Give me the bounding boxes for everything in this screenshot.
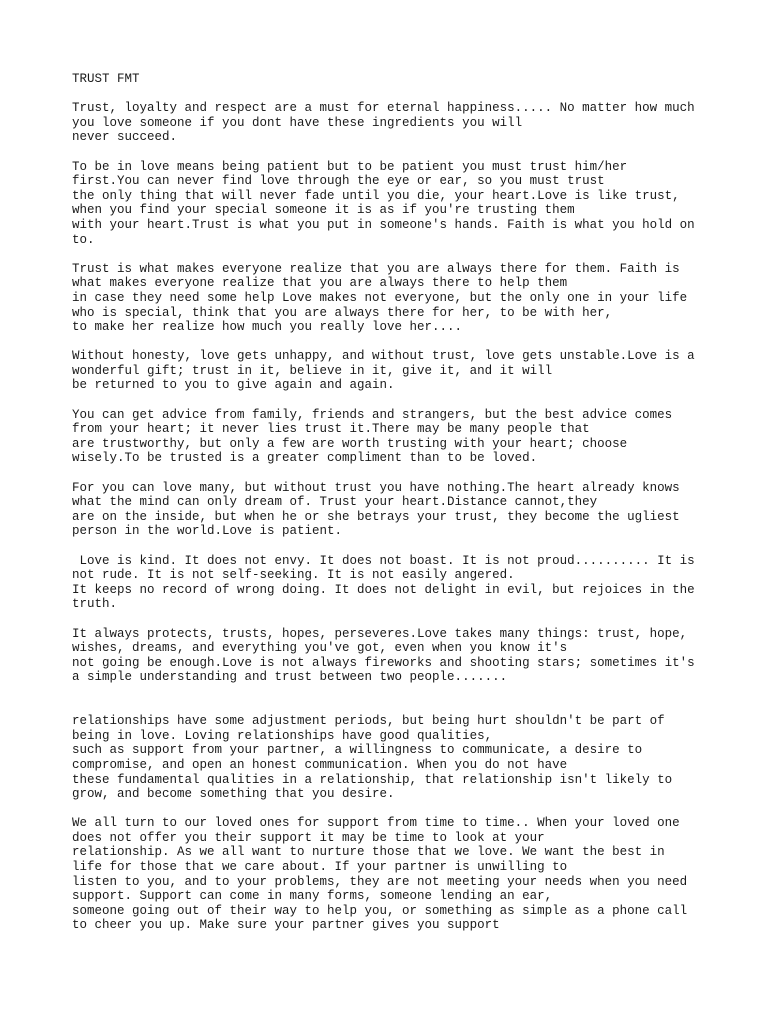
text-line: It keeps no record of wrong doing. It does not delight in evil, but rejoices in the xyxy=(72,582,695,597)
text-line: the only thing that will never fade until you die, your heart.Love is like trust, xyxy=(72,188,680,203)
text-line: grow, and become something that you desire. xyxy=(72,787,395,802)
text-line: For you can love many, but without trust you have nothing.The heart already knows xyxy=(72,480,680,495)
text-line: relationships have some adjustment periods, but being hurt shouldn't be part of xyxy=(72,714,665,729)
text-line: wishes, dreams, and everything you've got, even when you know it's xyxy=(72,641,568,656)
paragraph-7 xyxy=(72,554,712,612)
text-line: to. xyxy=(72,232,95,247)
text-line: someone going out of their way to help you, or something as simple as a phone call xyxy=(72,903,688,918)
text-line: who is special, think that you are always there for her, to be with her, xyxy=(72,305,613,320)
text-line: does not offer you their support it may be time to look at your xyxy=(72,830,545,845)
paragraph-9 xyxy=(72,714,712,802)
text-line: in case they need some help Love makes not everyone, but the only one in your life xyxy=(72,290,688,305)
text-line: listen to you, and to your problems, they are not meeting your needs when you need xyxy=(72,874,688,889)
text-line: what the mind can only dream of. Trust your heart.Distance cannot,they xyxy=(72,495,598,510)
text-line: you love someone if you dont have these ingredients you will xyxy=(72,115,523,130)
text-line: these fundamental qualities in a relationship, that relationship isn't likely to xyxy=(72,772,673,787)
paragraph-1 xyxy=(72,101,712,145)
text-line: Love is kind. It does not envy. It does not boast. It is not proud.......... It is xyxy=(72,553,695,568)
paragraph-5 xyxy=(72,408,712,466)
document-title: TRUST FMT xyxy=(72,72,140,86)
text-line: wonderful gift; trust in it, believe in it, give it, and it will xyxy=(72,363,553,378)
text-line: It always protects, trusts, hopes, perseveres.Love takes many things: trust, hope, xyxy=(72,626,688,641)
text-line: with your heart.Trust is what you put in someone's hands. Faith is what you hold on xyxy=(72,217,695,232)
text-line: To be in love means being patient but to be patient you must trust him/her xyxy=(72,159,628,174)
text-line: not rude. It is not self-seeking. It is not easily angered. xyxy=(72,568,515,583)
text-line: You can get advice from family, friends and strangers, but the best advice comes xyxy=(72,407,673,422)
text-line: We all turn to our loved ones for support from time to time.. When your loved one xyxy=(72,816,680,831)
text-line: a simple understanding and trust between two people....... xyxy=(72,670,508,685)
text-line: from your heart; it never lies trust it.There may be many people that xyxy=(72,422,590,437)
text-line: not going be enough.Love is not always fireworks and shooting stars; sometimes it's xyxy=(72,655,695,670)
text-line: compromise, and open an honest communication. When you do not have xyxy=(72,757,568,772)
text-line: being in love. Loving relationships have good qualities, xyxy=(72,728,493,743)
text-line: such as support from your partner, a willingness to communicate, a desire to xyxy=(72,743,643,758)
paragraph-8 xyxy=(72,627,712,685)
text-line: never succeed. xyxy=(72,130,178,145)
document-page xyxy=(72,72,712,948)
text-line: first.You can never find love through the eye or ear, so you must trust xyxy=(72,174,605,189)
text-line: to cheer you up. Make sure your partner gives you support xyxy=(72,918,500,933)
text-line: Trust, loyalty and respect are a must for eternal happiness..... No matter how much xyxy=(72,101,695,116)
text-line: be returned to you to give again and again. xyxy=(72,378,395,393)
paragraph-2 xyxy=(72,160,712,248)
text-line: Without honesty, love gets unhappy, and without trust, love gets unstable.Love is a xyxy=(72,349,695,364)
text-line: to make her realize how much you really love her.... xyxy=(72,320,463,335)
text-line: truth. xyxy=(72,597,118,612)
paragraph-6 xyxy=(72,481,712,539)
text-line: are trustworthy, but only a few are worth trusting with your heart; choose xyxy=(72,436,628,451)
text-line: Trust is what makes everyone realize that you are always there for them. Faith is xyxy=(72,261,680,276)
text-line: life for those that we care about. If your partner is unwilling to xyxy=(72,860,568,875)
text-line: support. Support can come in many forms, someone lending an ear, xyxy=(72,889,553,904)
text-line: relationship. As we all want to nurture those that we love. We want the best in xyxy=(72,845,665,860)
paragraph-3 xyxy=(72,262,712,335)
text-line: person in the world.Love is patient. xyxy=(72,524,343,539)
paragraph-4 xyxy=(72,349,712,393)
text-line: are on the inside, but when he or she betrays your trust, they become the ugliest xyxy=(72,509,680,524)
text-line: wisely.To be trusted is a greater compliment than to be loved. xyxy=(72,451,538,466)
text-line: what makes everyone realize that you are always there to help them xyxy=(72,276,568,291)
text-line: when you find your special someone it is as if you're trusting them xyxy=(72,203,575,218)
paragraph-10 xyxy=(72,816,712,933)
